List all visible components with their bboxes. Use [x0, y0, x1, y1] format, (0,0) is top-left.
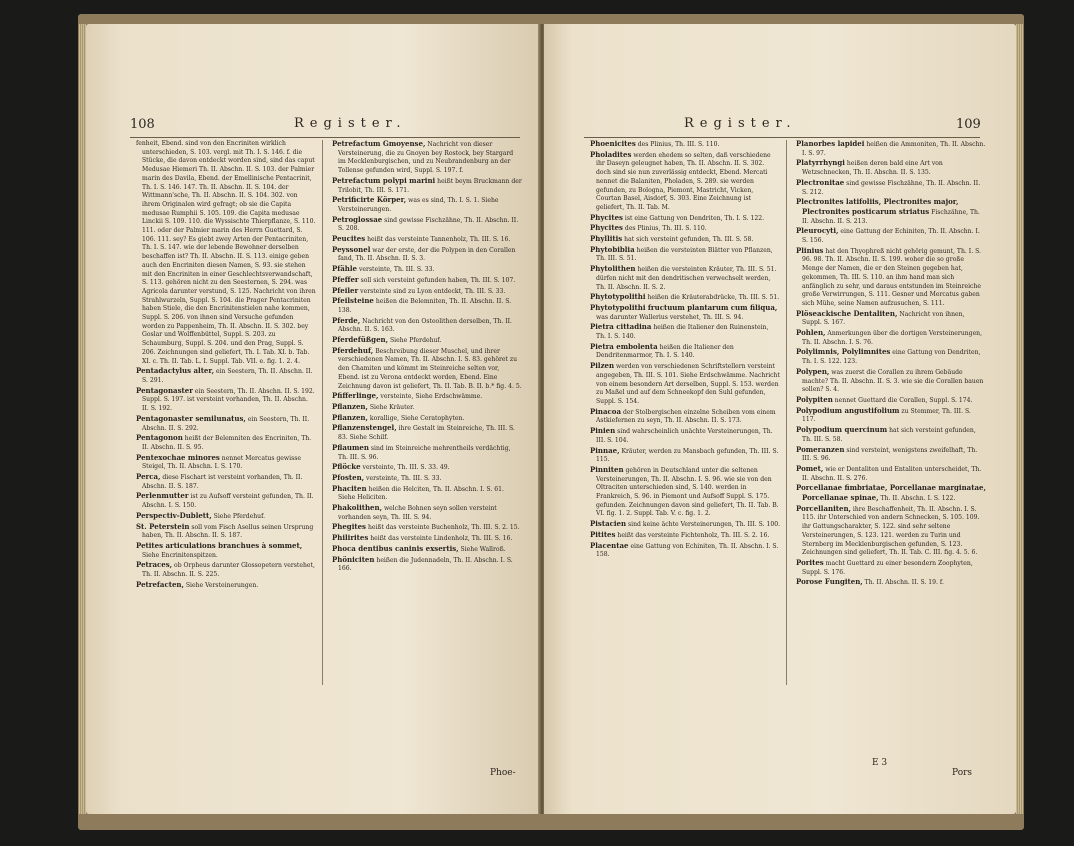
index-entry: [136, 434, 316, 452]
index-entry: [332, 246, 522, 264]
right-running-title: Register.: [684, 116, 797, 131]
entry-headword: Phytotypolithi fructuum plantarum cum filiqua,: [590, 302, 778, 312]
entry-headword: Petites articulations branchues à sommet,: [136, 540, 303, 550]
entry-text: heißen die Judennadeln, Th. II. Abschn. I. S. 166.: [338, 556, 513, 573]
index-entry: [590, 447, 780, 465]
index-entry: [796, 505, 986, 558]
index-entry: [332, 336, 522, 346]
entry-headword: Phyllitis: [590, 234, 623, 244]
index-entry: [136, 492, 316, 510]
entry-headword: Pfosten,: [332, 472, 365, 482]
index-entry: [136, 473, 316, 491]
entry-headword: Pferde,: [332, 315, 361, 325]
index-entry: [332, 414, 522, 424]
index-entry: [590, 304, 780, 322]
index-entry: [136, 542, 316, 560]
entry-headword: Petrificirte Körper,: [332, 195, 407, 205]
entry-headword: Phycites: [590, 223, 623, 233]
entry-text: heißen die Ammoniten, Th. II. Abschn. I. S. 97.: [802, 141, 986, 157]
entry-headword: Petrefactum polypi marini: [332, 175, 436, 185]
index-entry: [590, 151, 780, 213]
index-entry: [136, 454, 316, 472]
entry-text: Siehe Versteinerungen.: [185, 581, 259, 589]
entry-text: eine Gattung der Echiniten, Th. II. Abschn. I. S. 156.: [802, 228, 980, 245]
index-entry: [332, 216, 522, 234]
index-entry: [590, 246, 780, 264]
entry-headword: Petrefactum Gmoyense,: [332, 139, 426, 148]
entry-headword: Polypiten: [796, 394, 833, 404]
index-entry: [590, 531, 780, 541]
entry-text: Th. II. Abschn. I. S. 122.: [880, 495, 956, 503]
right-column-a: [590, 140, 780, 561]
entry-text: hat sich versteint gefunden, Th. III. S. 58.: [802, 427, 976, 443]
entry-headword: Pinniten: [590, 464, 624, 474]
entry-headword: Pholadites: [590, 149, 632, 159]
entry-headword: Perlenmutter: [136, 491, 189, 501]
entry-text: was es sind, Th. I. S. 1. Siehe Versteinerungen.: [338, 197, 499, 213]
entry-headword: Phoenicites: [590, 139, 636, 148]
signature-mark: E 3: [872, 758, 888, 768]
entry-headword: Polylimnis, Polylimnites: [796, 347, 891, 357]
entry-headword: Plectronites latifoliis, Plectronites major, Plectronites posticarum striatus: [796, 197, 959, 216]
index-entry: [590, 235, 780, 245]
entry-headword: Perca,: [136, 472, 161, 482]
entry-headword: Petraces,: [136, 560, 173, 570]
entry-text: ein Seestern, Th. II. Abschn. II. S. 292.: [142, 415, 310, 432]
entry-text: welche Bohnen seyn sollen versteint vorhanden seyn, Th. III. S. 94.: [338, 505, 497, 521]
entry-text: Kräuter, werden zu Mansbach gefunden, Th. III. S. 115.: [596, 447, 779, 464]
index-entry: [332, 474, 522, 484]
entry-headword: Pomet,: [796, 463, 824, 473]
index-entry: [590, 140, 780, 150]
entry-text: Siehe Kräuter.: [369, 403, 415, 411]
entry-headword: Pleurocyti,: [796, 226, 839, 236]
entry-text: heißen die Belemniten, Th. II. Abschn. II. S. 138.: [338, 298, 512, 314]
entry-text: heißt beym Bruckmann der Trilobit, Th. III. S. 171.: [338, 177, 522, 194]
entry-text: heißt der Belemniten des Encriniten, Th. II. Abschn. II. S. 95.: [142, 435, 312, 451]
entry-text: heißen die Italiener den Ruinenstein, Th. I. S. 140.: [596, 324, 769, 341]
entry-headword: Pflanzen,: [332, 401, 368, 411]
entry-text: Fischzähne, Th. II. Abschn. II. S. 213.: [802, 208, 980, 225]
index-entry: [332, 545, 522, 555]
entry-text: sind versteint, wenigstens zweifelhaft, Th. III. S. 96.: [802, 446, 978, 463]
entry-headword: Pistacien: [590, 519, 627, 529]
entry-text: nennet Guettard die Corallen, Suppl. S. 174.: [834, 396, 973, 404]
entry-headword: Pflöcke: [332, 462, 361, 472]
index-entry: [796, 465, 986, 483]
entry-text: versteinte, Siehe Erdschwämme.: [380, 393, 483, 401]
entry-text: gehören in Deutschland unter die seltenen Versteinerungen, Th. II. Abschn. I. S. 96. wie sie von den Oltraciten unterschieden sind, S. 140. werden in Frankreich, S. 96. in Piemont und Aufsoff Suppl. S. 175. gefunden. Zeichnungen davon sind geliefert, Th. II. Tab. B. VI. fig. 1. 2. Suppl. Tab. V. c. fig. 1. 2.: [596, 466, 779, 518]
entry-headword: Plöseackische Dentaliten,: [796, 308, 898, 318]
header-rule: [130, 137, 520, 138]
index-entry: [590, 362, 780, 407]
entry-headword: Pentagonaster: [136, 385, 193, 395]
index-entry: [332, 444, 522, 462]
entry-text: ist eine Gattung von Dendriten, Th. I. S. 122.: [624, 214, 765, 222]
entry-text: heißen die Italiener den Dendritenmarmor, Th. I. S. 140.: [596, 343, 734, 360]
index-entry: [796, 368, 986, 395]
entry-headword: Pentadactylus alter,: [136, 366, 215, 376]
entry-headword: Plectronitae: [796, 177, 845, 187]
index-entry: [796, 140, 986, 158]
index-entry: [332, 317, 522, 335]
index-entry: [590, 323, 780, 341]
entry-headword: Petrefacten,: [136, 579, 184, 589]
entry-headword: Pfifferlinge,: [332, 391, 379, 401]
entry-text: ein Seestern, Th. II. Abschn. II. S. 291.: [142, 368, 313, 384]
entry-text: heißt das versteinte Lindenholz, Th. III. S. 16.: [370, 535, 513, 543]
entry-text: diese Fischart ist versteint vorhanden, Th. II. Abschn. II. S. 187.: [142, 474, 303, 490]
entry-headword: Porose Fungiten,: [796, 577, 863, 587]
index-entry: [332, 504, 522, 522]
entry-text: sind keine ächte Versteinerungen, Th. III. S. 100.: [628, 521, 781, 529]
entry-text: heißen die Helciten, Th. II. Abschn. I. S. 61. Siehe Heliciten.: [338, 485, 504, 502]
entry-headword: Peucites: [332, 234, 366, 244]
entry-headword: Pfeilsteine: [332, 296, 374, 306]
entry-text: werden ehedem so selten, daß verschiedene ihr Daseyn geleugnet haben, Th. II. Abschn. II. S. 302. doch sind sie nun zuverlässig entdeckt, Ebend. Mercati nennet die Balaniten, Pholaden, S. 289. sie werden gefunden, zu Bologna, Piemont, Mastricht, Vicken, Courtan Basel, Aisdorf, S. 303. Eine Zeichnung ist geliefert, Th. II. Tab. M.: [596, 151, 771, 211]
index-entry: [796, 198, 986, 226]
index-entry: [590, 466, 780, 519]
entry-text: Nachricht von den Osteolithen derselben, Th. II. Abschn. II. S. 163.: [338, 317, 512, 334]
index-entry: [332, 392, 522, 402]
entry-headword: Pflaumen: [332, 442, 369, 452]
left-page: [86, 24, 540, 814]
entry-headword: Pitites: [590, 529, 616, 539]
index-entry: [590, 214, 780, 224]
index-entry: [332, 556, 522, 574]
entry-text: nennet Mercatus gewisse Steigel, Th. II. Abschn. I. S. 170.: [142, 454, 301, 471]
column-divider: [786, 140, 787, 685]
entry-headword: St. Peterstein: [136, 521, 190, 531]
entry-text: Siehe Encrinitenspitzen.: [142, 551, 218, 559]
entry-headword: Pilzen: [590, 361, 615, 371]
open-book: [78, 14, 1024, 830]
entry-headword: Pinnae,: [590, 445, 620, 455]
entry-text: des Plinius, Th. III. S. 110.: [637, 141, 720, 148]
entry-headword: Polypen,: [796, 366, 830, 376]
index-entry: [332, 463, 522, 473]
index-entry: [796, 247, 986, 309]
entry-headword: Phytobiblia: [590, 244, 635, 254]
entry-headword: Pferdehuf,: [332, 345, 374, 355]
index-entry: [796, 426, 986, 444]
entry-text: was zuerst die Corallen zu ihrem Gebäude machte? Th. II. Abschn. II. S. 3. wie sie die Corallen bauen sollen? S. 4.: [802, 368, 984, 394]
entry-headword: Pentagonon: [136, 433, 183, 443]
index-entry: [332, 403, 522, 413]
index-entry: [590, 343, 780, 361]
entry-headword: Platyrrhyngi: [796, 158, 845, 168]
index-entry: [796, 310, 986, 328]
index-entry: [136, 367, 316, 385]
entry-headword: Pentagonaster semilunatus,: [136, 413, 246, 423]
left-column-a: [136, 140, 316, 591]
entry-headword: Pohlen,: [796, 328, 826, 338]
left-running-title: Register.: [294, 116, 407, 131]
index-entry: [136, 387, 316, 414]
index-entry: [796, 446, 986, 464]
index-entry: [590, 265, 780, 292]
index-entry: [796, 179, 986, 197]
entry-text: sind wahrscheinlich unächte Versteinerungen, Th. III. S. 104.: [596, 428, 773, 444]
index-entry: [136, 512, 316, 522]
entry-text: Beschreibung dieser Muschel, und ihrer verschiedenen Namen, Th. II. Abschn. I. S. 83. gehöret zu den Chamiten und kömmt im Steinreiche selten vor, Ebend. ist zu Verona entdeckt worden, Ebend. Eine Zeichnung davon ist geliefert, Th. II. Tab. B. II. b.* fig. 4. 5.: [338, 347, 522, 390]
left-page-edges: [79, 24, 86, 814]
index-entry: [136, 581, 316, 591]
index-entry: [590, 520, 780, 530]
entry-headword: Planorbes lapidei: [796, 139, 865, 148]
entry-headword: Placentae: [590, 540, 629, 550]
index-entry: [590, 427, 780, 445]
index-entry: [332, 485, 522, 503]
entry-text: Nachricht von dieser Versteinerung, die zu Gnoyen bey Rostock, bey Stargard im Mecklenburgischen, und zu Neubrandenburg an der Tollense gefunden wird, Suppl. S. 197. f.: [338, 141, 514, 175]
entry-text: der Stolbergischen einzelne Scheiben vom einem Astkiefernen zu seyn, Th. II. Abschn. II. S. 173.: [596, 408, 776, 425]
entry-headword: Petroglossae: [332, 214, 383, 224]
index-entry: [796, 407, 986, 425]
entry-text: ob Orpheus darunter Glossopetern verstehet, Th. II. Abschn. II. S. 225.: [142, 562, 315, 579]
index-entry: [590, 408, 780, 426]
entry-headword: Phytotypolithi: [590, 292, 646, 302]
entry-text: versteinte, Th. III. S. 33.: [358, 266, 435, 274]
entry-text: Anmerkungen über die dortigen Versteinerungen, Th. II. Abschn. I. S. 76.: [802, 330, 983, 346]
entry-text: sind gewisse Fischzähne, Th. II. Abschn. II. S. 212.: [802, 179, 981, 196]
entry-text: soll vom Fisch Asellus seinen Ursprung haben, Th. II. Abschn. II. S. 187.: [142, 523, 314, 540]
entry-headword: Polypodium quercinum: [796, 425, 888, 435]
index-entry: [796, 559, 986, 577]
entry-text: des Plinius, Th. III. S. 110.: [624, 225, 707, 233]
index-entry: [136, 415, 316, 433]
entry-headword: Porcellaniten,: [796, 503, 851, 513]
entry-text: ihre Beschaffenheit, Th. II. Abschn. I. S. 115. ihr Unterschied von andern Schnecken, S. 105. 109. ihr Gattungscharakter, S. 122. sind sehr seltene Versteinerungen, S. 123. 121. werden zu Turin und Sternberg im Mecklenburgischen gefunden, S. 123. Zeichnungen sind geliefert, Th. II. Tab. C. III. fig. 4. 5. 6.: [802, 505, 980, 557]
entry-headword: Porites: [796, 557, 824, 567]
index-entry: [590, 293, 780, 303]
entry-text: was darunter Wallerius verstehet, Th. III. S. 94.: [596, 313, 744, 321]
index-entry: [796, 484, 986, 503]
entry-headword: Phaciten: [332, 483, 367, 493]
index-entry: [136, 561, 316, 579]
entry-text: heißt das versteinte Tannenholz, Th. III. S. 16.: [367, 236, 511, 244]
entry-text: ein Seestern, Th. II. Abschn. II. S. 192. Suppl. S. 197. ist versteint vorhanden, Th. II. Abschn. II. S. 192.: [142, 387, 315, 413]
entry-headword: Philirites: [332, 533, 369, 543]
index-entry: [332, 523, 522, 533]
entry-text: war der erste, der die Polypen in den Corallen fand, Th. II. Abschn. II. S. 3.: [338, 246, 516, 263]
entry-headword: Perspectiv-Dublett,: [136, 510, 212, 520]
index-entry: [332, 534, 522, 544]
entry-text: eine Gattung von Dendriten, Th. I. S. 122. 123.: [802, 349, 981, 366]
entry-text: zu Stemmer, Th. III. S. 117.: [802, 407, 971, 424]
entry-headword: Porcellanae fimbriatae, Porcellanae marginatae, Porcellanae spinae,: [796, 483, 986, 503]
entry-text: heißen deren bald eine Art von Wetzschnecken, Th. II. Abschn. II. S. 135.: [802, 160, 943, 177]
index-entry: [796, 348, 986, 366]
left-column-b: [332, 140, 522, 575]
entry-headword: Pflanzenstengel,: [332, 423, 397, 433]
entry-headword: Pomeranzen: [796, 444, 845, 454]
entry-headword: Pinacoa: [590, 406, 622, 416]
index-entry: [332, 287, 522, 297]
index-entry: [332, 235, 522, 245]
entry-headword: Polypodium angustifolium: [796, 405, 900, 415]
right-page-edges: [1016, 24, 1023, 814]
entry-text: fenheit, Ebend. sind von den Encriniten wirklich unterschieden, S. 103. vergl. mit Th. I. S. 146. f. die Stücke, die davon entdeckt worden sind, sind das caput Medusae Hiemeri Th. II. Abschn. II. S. 103. der Palmier marin des Davila, Ebend. der Emellinische Pentacrinit, Th. I. S. 146. 147. Th. II. Abschn. II. S. 104. der Wittmann'sche, Th. II. Abschn. II. S. 104. 302. von ihrem Originalen wird gefragt; ob sie die Capita medusae Rumphii S. 105. 109. die Capita medusae Linckii S. 109. 110. die Wyssischte Thierpflanze, S. 110. 111. oder der Palmier marin des Herrn Guettard, S. 106. 111. sey? Es giebt zwey Arten der Pentacriniten, Th. I. S. 147. wie der lebende Bewohner derselben beschaffen ist? Th. II. Abschn. II. S. 113. einige geben auch den Encriniten diesen Namen, S. 93. sie stehen mit den Encriniten in einer Geschlechtsverwandschaft, S. 113. gehören nicht zu den Seesternen, S. 294. was Agricola darunter verstund, S. 125. Nachricht von ihren Strahlwurzeln, Suppl. S. 104. die Prager Pentacriniten haben Stiele, die den Encrinitenstielen nahe kommen, Suppl. S. 206. von ihnen sind Versuche gefunden worden zu Pappenheim, Th. II. Abschn. II. S. 302. bey Goslar und Wolffenbüttel, Suppl. S. 203. zu Schaumburg, Suppl. S. 204. und den Prag, Suppl. S. 206. Zeichnungen sind geliefert, Th. I. Tab. XI. b. Tab. XI. c. Th. II. Tab. L. I. Suppl. Tab. VII. e. fig. 1. 2. 4.: [136, 140, 316, 365]
index-entry: [332, 347, 522, 392]
index-entry: [796, 329, 986, 347]
index-entry: [796, 578, 986, 588]
entry-text: sind gewisse Fischzähne, Th. II. Abschn. II. S. 208.: [338, 216, 519, 233]
entry-text: heißen die Kräuterabdrücke, Th. III. S. 51.: [647, 294, 780, 302]
entry-headword: Plinius: [796, 245, 824, 255]
header-rule: [584, 137, 980, 138]
entry-headword: Phycites: [590, 212, 623, 222]
entry-headword: Pentexochae minores: [136, 452, 220, 462]
entry-headword: Pfeiler: [332, 285, 359, 295]
index-entry: [590, 542, 780, 560]
index-entry: [332, 196, 522, 214]
index-entry: [590, 224, 780, 234]
entry-text: ist zu Aufsoff versteint gefunden, Th. II. Abschn. I. S. 150.: [142, 493, 314, 510]
entry-headword: Phytolithen: [590, 264, 636, 274]
entry-headword: Pietra cittadina: [590, 322, 652, 332]
entry-headword: Pfeffer: [332, 274, 359, 284]
entry-text: Th. II. Abschn. II. S. 19. f.: [864, 579, 944, 587]
right-column-b: [796, 140, 986, 589]
column-divider: [322, 140, 323, 685]
entry-text: hat den Thyophreß nicht gehörig gemunt, Th. I. S. 96. 98. Th. II. Abschn. II. S. 199. woher die so große Menge der Namen, die er den Steinen gegeben hat, gekommen, Th. III. S. 110. an ihm hand man sich anfänglich zu sehr, und daraus entstunden im Steinreiche große Verwirrungen, S. 111. Gesner und Mercatus gaben sich Mühe, seine Namen aufzusuchen, S. 111.: [802, 247, 982, 307]
entry-headword: Phoca dentibus caninis exsertis,: [332, 543, 459, 553]
entry-text: Siehe Pferdehuf.: [390, 337, 442, 345]
index-entry: [136, 140, 316, 366]
entry-text: macht Guettard zu einer besondern Zoophyten, Suppl. S. 176.: [802, 559, 973, 576]
entry-text: Siehe Pferdehuf.: [213, 512, 266, 520]
right-page: [544, 24, 1016, 814]
entry-headword: Pferdefüßgen,: [332, 335, 389, 345]
left-page-number: 108: [130, 117, 155, 132]
index-entry: [136, 523, 316, 541]
index-entry: [796, 227, 986, 245]
entry-text: heißen die versteinten Blätter von Pflanzen, Th. III. S. 51.: [596, 246, 773, 263]
entry-text: heißt das versteinte Buchenholz, Th. III. S. 2. 15.: [367, 524, 520, 532]
entry-text: heißt das versteinte Fichtenholz, Th. III. S. 2. 16.: [617, 531, 770, 539]
entry-headword: Phegites: [332, 522, 366, 532]
entry-headword: Pietra embolenta: [590, 341, 658, 351]
entry-headword: Phöniciten: [332, 554, 375, 564]
entry-text: ihre Gestalt im Steinreiche, Th. III. S. 83. Siehe Schilf.: [338, 425, 515, 442]
entry-text: sind im Steinreiche mehrentheils verdächtig, Th. III. S. 96.: [338, 444, 511, 461]
entry-text: werden von verschiedenen Schriftstellern versteint angegeben, Th. III. S. 101. Siehe Erdschwämme. Nachricht von einem besondern Art derselben, Suppl. S. 153. werden zu Maßel und auf dem Schneekopf den Suhl gefunden, Suppl. S. 154.: [596, 363, 780, 405]
index-entry: [332, 177, 522, 195]
entry-text: heißen die versteinten Kräuter, Th. III. S. 51. dürfen nicht mit den dendritischen verwechselt werden, Th. II. Abschn. II. S. 2.: [596, 266, 777, 291]
entry-text: versteinte, Th. III. S. 33. 49.: [362, 464, 450, 472]
entry-headword: Pflanzen,: [332, 412, 368, 422]
index-entry: [796, 396, 986, 406]
entry-text: hat sich versteint gefunden, Th. III. S. 58.: [624, 236, 754, 244]
entry-text: wie er Dentaliten und Entaliten unterscheidet, Th. II. Abschn. II. S. 276.: [802, 465, 982, 482]
entry-headword: Pfähle: [332, 264, 358, 274]
entry-headword: Phakolithen,: [332, 503, 383, 513]
entry-text: eine Gattung von Echiniten, Th. II. Abschn. I. S. 158.: [596, 542, 779, 559]
entry-text: Siehe Wallroß.: [460, 545, 506, 553]
entry-text: Nachricht von ihnen, Suppl. S. 167.: [802, 310, 965, 327]
entry-text: soll sich versteint gefunden haben, Th. III. S. 107.: [360, 276, 516, 284]
right-page-number: 109: [956, 117, 981, 132]
catchword: Pors: [952, 768, 973, 778]
index-entry: [332, 276, 522, 286]
entry-headword: Peyssonel: [332, 244, 371, 254]
entry-text: versteinte sind zu Lyon entdeckt, Th. III. S. 33.: [360, 287, 506, 295]
index-entry: [332, 265, 522, 275]
entry-text: versteinte, Th. III. S. 33.: [366, 474, 442, 482]
entry-text: korallige, Siehe Ceratophyten.: [369, 414, 465, 422]
index-entry: [332, 424, 522, 442]
index-entry: [332, 297, 522, 315]
index-entry: [332, 140, 522, 176]
entry-headword: Pinien: [590, 426, 616, 436]
catchword: Phoe-: [490, 768, 516, 778]
index-entry: [796, 159, 986, 177]
